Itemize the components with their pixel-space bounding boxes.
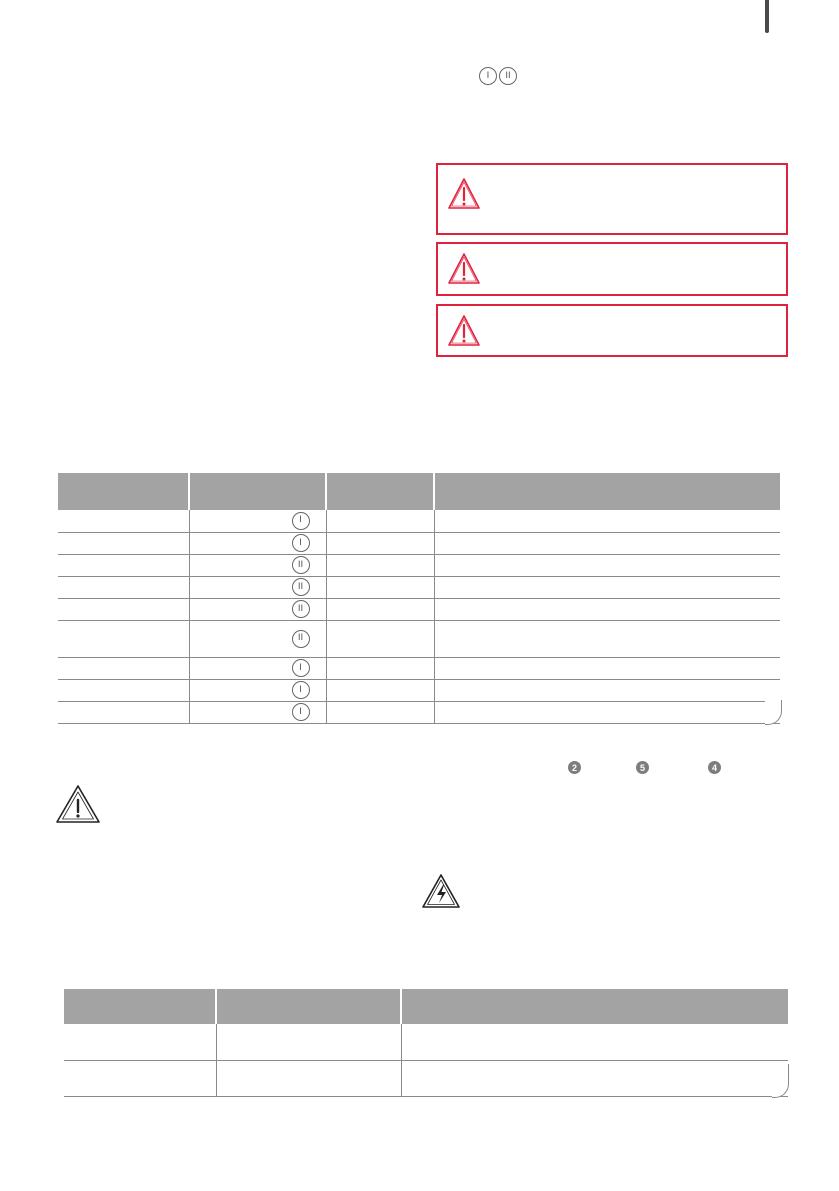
table-cell bbox=[401, 1060, 788, 1096]
protection-class-icon: II bbox=[292, 630, 310, 648]
table-header-row bbox=[58, 473, 780, 510]
table-cell bbox=[326, 576, 434, 598]
step-badge: 2 bbox=[568, 761, 581, 774]
table-cell bbox=[434, 679, 780, 701]
table-cell bbox=[434, 532, 780, 554]
table-row bbox=[58, 510, 780, 532]
class-cell bbox=[189, 701, 326, 723]
step-badge: 4 bbox=[708, 761, 721, 774]
table-cell bbox=[326, 657, 434, 679]
protection-class-icon: II bbox=[292, 556, 310, 574]
protection-class-table bbox=[58, 473, 780, 724]
table-cell bbox=[58, 657, 189, 679]
table-row bbox=[64, 1060, 788, 1096]
protection-class-icon: I bbox=[292, 534, 310, 552]
class-cell bbox=[189, 576, 326, 598]
table-cell bbox=[58, 701, 189, 723]
protection-class-icon: I bbox=[292, 659, 310, 677]
column-header bbox=[326, 473, 434, 510]
column-header bbox=[58, 473, 189, 510]
table-cell bbox=[216, 1024, 401, 1060]
top-page-marker bbox=[765, 0, 769, 33]
table-cell bbox=[326, 532, 434, 554]
table-row bbox=[58, 657, 780, 679]
class-cell bbox=[189, 620, 326, 657]
class-ii-icon: II bbox=[499, 67, 517, 85]
class-i-icon: I bbox=[479, 67, 497, 85]
table-cell bbox=[58, 679, 189, 701]
table-cell bbox=[58, 598, 189, 620]
warning-box-2 bbox=[436, 242, 788, 296]
electrical-hazard-icon bbox=[421, 873, 461, 909]
column-header bbox=[216, 989, 401, 1024]
class-cell bbox=[189, 598, 326, 620]
table-cell bbox=[434, 701, 780, 723]
table-cell bbox=[434, 576, 780, 598]
table-cell bbox=[58, 554, 189, 576]
table-cell bbox=[434, 657, 780, 679]
table-row bbox=[58, 620, 780, 657]
table-row bbox=[58, 576, 780, 598]
column-header bbox=[401, 989, 788, 1024]
table-cell bbox=[326, 598, 434, 620]
caution-triangle-icon bbox=[55, 784, 101, 824]
table-cell bbox=[58, 510, 189, 532]
warning-box-3 bbox=[436, 304, 788, 357]
table-row bbox=[58, 532, 780, 554]
warning-box-1 bbox=[436, 163, 788, 235]
caution-triangle-icon bbox=[447, 252, 481, 286]
caution-triangle-icon bbox=[447, 177, 481, 211]
protection-class-icon: I bbox=[292, 512, 310, 530]
step-badge: 5 bbox=[636, 761, 649, 774]
class-cell bbox=[189, 679, 326, 701]
table-cell bbox=[64, 1060, 216, 1096]
table-row bbox=[58, 554, 780, 576]
table-cell bbox=[216, 1060, 401, 1096]
column-header bbox=[189, 473, 326, 510]
bottom-table bbox=[64, 989, 788, 1097]
table-row bbox=[58, 598, 780, 620]
table-cell bbox=[64, 1024, 216, 1060]
table-cell bbox=[326, 510, 434, 532]
table-cell bbox=[434, 598, 780, 620]
table-cell bbox=[58, 532, 189, 554]
protection-class-icon: II bbox=[292, 578, 310, 596]
table-cell bbox=[434, 510, 780, 532]
table-cell bbox=[434, 554, 780, 576]
column-header bbox=[434, 473, 780, 510]
table-cell bbox=[434, 620, 780, 657]
class-cell bbox=[189, 532, 326, 554]
table-header-row bbox=[64, 989, 788, 1024]
protection-class-legend bbox=[479, 67, 517, 85]
table-cell bbox=[326, 554, 434, 576]
table-cell bbox=[401, 1024, 788, 1060]
table-row bbox=[58, 701, 780, 723]
step-reference-badges bbox=[568, 761, 721, 774]
protection-class-icon: II bbox=[292, 600, 310, 618]
protection-class-icon: I bbox=[292, 703, 310, 721]
column-header bbox=[64, 989, 216, 1024]
table-cell bbox=[326, 701, 434, 723]
class-cell bbox=[189, 510, 326, 532]
table-cell bbox=[326, 620, 434, 657]
caution-triangle-icon bbox=[447, 314, 481, 348]
table-row bbox=[58, 679, 780, 701]
table-cell bbox=[58, 576, 189, 598]
class-cell bbox=[189, 657, 326, 679]
class-cell bbox=[189, 554, 326, 576]
table-cell bbox=[326, 679, 434, 701]
table-cell bbox=[58, 620, 189, 657]
table-row bbox=[64, 1024, 788, 1060]
protection-class-icon: I bbox=[292, 681, 310, 699]
